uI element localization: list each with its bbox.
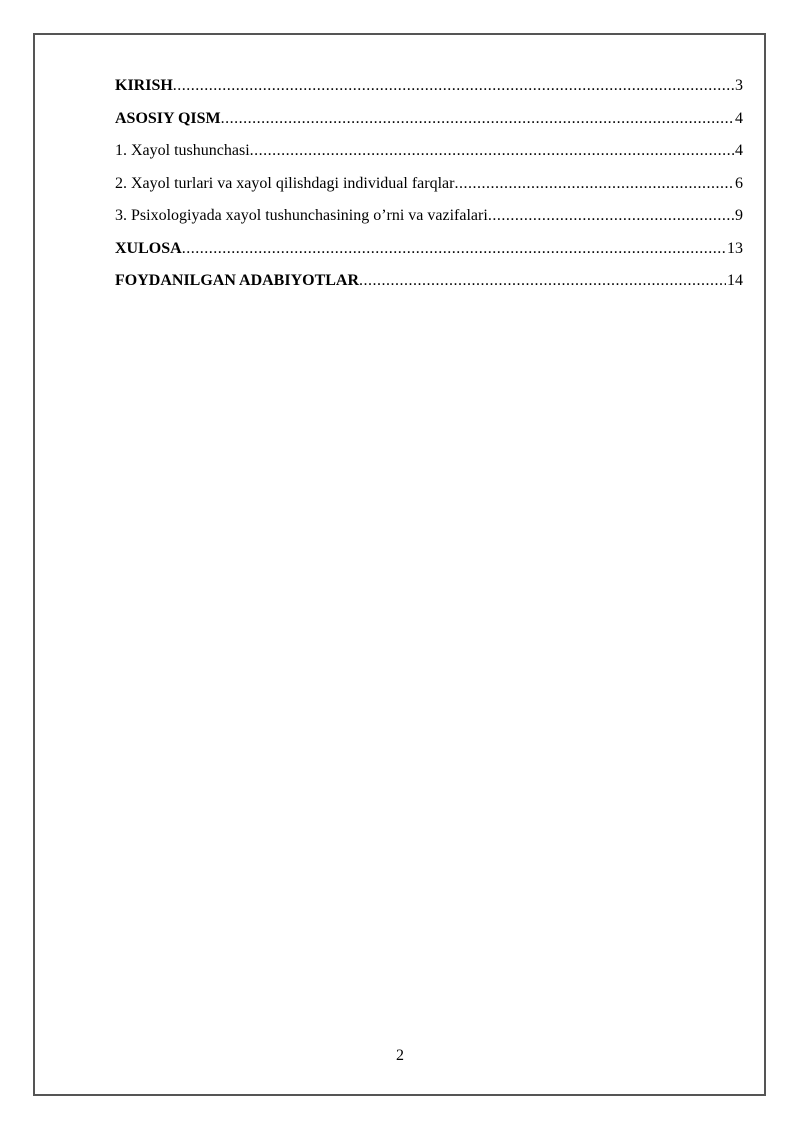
toc-entry-section-3[interactable] bbox=[115, 205, 743, 238]
toc-entry-page: 14 bbox=[727, 272, 743, 289]
toc-entry-title: 2. Xayol turlari va xayol qilishdagi individual farqlar bbox=[115, 174, 455, 192]
toc-entry-title: 3. Psixologiyada xayol tushunchasining o’rni va vazifalari bbox=[115, 207, 488, 224]
toc-entry-title: 1. Xayol tushunchasi bbox=[115, 142, 250, 159]
toc-dot-leader bbox=[182, 238, 726, 260]
toc-dot-leader bbox=[454, 173, 734, 195]
toc-entry-asosiy-qism[interactable] bbox=[115, 108, 743, 141]
toc-entry-section-2[interactable] bbox=[115, 173, 743, 206]
toc-entry-title: FOYDANILGAN ADABIYOTLAR bbox=[115, 272, 360, 289]
toc-entry-title: XULOSA bbox=[115, 239, 182, 257]
toc-dot-leader bbox=[250, 140, 734, 162]
toc-dot-leader bbox=[359, 270, 726, 292]
page-number: 2 bbox=[396, 1047, 404, 1064]
toc-entry-page: 3 bbox=[735, 77, 743, 94]
toc-entry-page: 6 bbox=[735, 174, 743, 192]
toc-entry-title: ASOSIY QISM bbox=[115, 109, 221, 127]
toc-entry-adabiyotlar[interactable] bbox=[115, 270, 743, 303]
toc-entry-kirish[interactable] bbox=[115, 75, 743, 108]
toc-dot-leader bbox=[221, 108, 734, 130]
toc-entry-page: 9 bbox=[735, 207, 743, 224]
table-of-contents bbox=[115, 75, 743, 303]
toc-entry-title: KIRISH bbox=[115, 77, 173, 94]
toc-dot-leader bbox=[173, 75, 734, 97]
toc-entry-page: 4 bbox=[735, 142, 743, 159]
toc-dot-leader bbox=[488, 205, 734, 227]
toc-entry-page: 13 bbox=[727, 239, 743, 257]
toc-entry-xulosa[interactable] bbox=[115, 238, 743, 271]
toc-entry-page: 4 bbox=[735, 109, 743, 127]
toc-entry-section-1[interactable] bbox=[115, 140, 743, 173]
